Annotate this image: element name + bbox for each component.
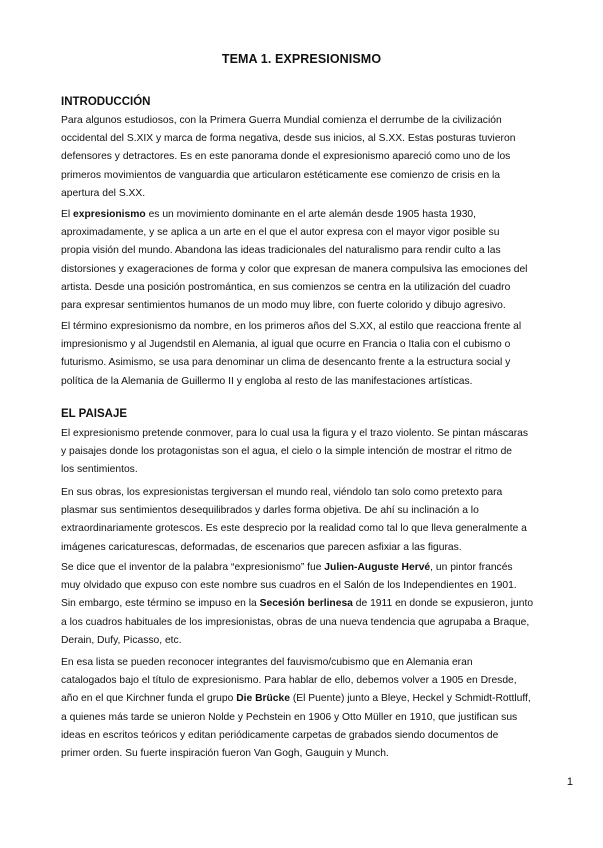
- bold-term-secesion: Secesión berlinesa: [259, 598, 353, 610]
- text-line: primeros movimientos de vanguardia que articularon estéticamente ese comienzo de crisis en la: [61, 169, 500, 181]
- text-line: los sentimientos.: [61, 464, 138, 476]
- page-title: TEMA 1. EXPRESIONISMO: [221, 52, 382, 66]
- text-run: año en el que Kirchner funda el grupo: [61, 693, 237, 705]
- text-run: Sin embargo, este término se impuso en la: [61, 598, 260, 610]
- text-line: occidental del S.XIX y marca de forma negativa, desde sus inicios, al S.XX. Estas posturas tuvieron: [61, 133, 516, 145]
- text-line: aproximadamente, y se aplica a un arte en el que el autor expresa con el mayor vigor posible su: [61, 227, 500, 239]
- text-line: El término expresionismo da nombre, en los primeros años del S.XX, al estilo que reacciona frente al: [61, 321, 522, 332]
- bold-term-expresionismo: expresionismo: [73, 209, 146, 220]
- text-line: Para algunos estudiosos, con la Primera Guerra Mundial comienza el derrumbe de la civilización: [61, 115, 502, 126]
- text-line: y paisajes donde los protagonistas son el agua, el cielo o la simple intención de mostrar el ritmo de: [61, 446, 513, 458]
- page-number: 1: [566, 776, 573, 788]
- section-heading-el-paisaje: EL PAISAJE: [61, 408, 128, 420]
- text-line: [61, 206, 561, 224]
- text-run: es un movimiento dominante en el arte alemán desde 1905 hasta 1930,: [145, 209, 477, 220]
- text-line: imágenes caricaturescas, deformadas, de escenarios que parecen asfixiar a las figuras.: [61, 541, 462, 553]
- paragraph-2: [61, 206, 561, 315]
- text-line: futurismo. Asimismo, se usa para denominar un clima de desencanto frente a la estructura social y: [61, 357, 511, 369]
- paragraph-6: [61, 559, 561, 650]
- text-line: a quienes más tarde se unieron Nolde y Pechstein en 1906 y Otto Müller en 1910, que justifican sus: [61, 711, 518, 723]
- text-line: política de la Alemania de Guillermo II y engloba al resto de las manifestaciones artísticas.: [61, 375, 473, 387]
- text-line: catalogados bajo el título de expresionismo. Para hablar de ello, debemos volver a 1905 en Dresde,: [61, 675, 517, 687]
- text-line: para expresar sentimientos humanos de un modo muy libre, con fuerte colorido y dibujo agresivo.: [61, 300, 506, 312]
- text-line: a los cuadros habituales de los impresionistas, obras de una nueva tendencia que agrupaba a Braque,: [61, 616, 530, 628]
- text-line: muy olvidado que expuso con este nombre sus cuadros en el Salón de los Independientes en 1901.: [61, 580, 517, 592]
- text-line: apertura del S.XX.: [61, 187, 146, 199]
- text-line: primer orden. Su fuerte inspiración fueron Van Gogh, Gauguin y Munch.: [61, 748, 389, 760]
- text-line: [61, 690, 561, 708]
- text-run: (El Puente) junto a Bleye, Heckel y Schmidt-Rottluff,: [290, 693, 531, 705]
- bold-term-die-brucke: Die Brücke: [236, 693, 290, 705]
- text-line: defensores y detractores. Es en este panorama donde el expresionismo apareció como uno de los: [61, 151, 511, 163]
- paragraph-1: [61, 112, 561, 203]
- text-run: de 1911 en donde se expusieron, junto: [352, 598, 534, 610]
- text-line: [61, 595, 561, 613]
- text-line: [61, 559, 561, 577]
- text-line: distorsiones y exageraciones de forma y color que expresan de manera compulsiva las emociones del: [61, 263, 528, 275]
- text-line: artista. Desde una posición postromántica, en sus comienzos se centra en la utilización del cuadro: [61, 281, 511, 293]
- text-line: plasmar sus sentimientos desequilibrados y darles forma objetiva. De ahí su inclinación a lo: [61, 505, 479, 517]
- section-heading-introduccion: INTRODUCCIÓN: [61, 96, 151, 108]
- paragraph-4: [61, 425, 561, 480]
- paragraph-5: [61, 484, 561, 557]
- text-line: impresionismo y al Jugendstil en Alemania, al igual que ocurre en Francia o Italia con el cubismo o: [61, 339, 511, 351]
- text-line: propia visión del mundo. Abandona las ideas tradicionales del naturalismo para rendir culto a las: [61, 245, 501, 257]
- paragraph-7: [61, 654, 561, 763]
- text-line: extraordinariamente grotescos. Es este desprecio por la realidad como tal lo que lleva generalmente a: [61, 523, 527, 535]
- text-run: El: [61, 209, 74, 220]
- text-line: En sus obras, los expresionistas tergiversan el mundo real, viéndolo tan solo como pretexto para: [61, 487, 503, 498]
- text-line: En esa lista se pueden reconocer integrantes del fauvismo/cubismo que en Alemania eran: [61, 657, 473, 668]
- text-run: , un pintor francés: [430, 562, 513, 573]
- text-line: El expresionismo pretende conmover, para lo cual usa la figura y el trazo violento. Se pintan máscaras: [61, 428, 529, 439]
- text-line: ideas en escritos teóricos y editan periódicamente carpetas de grabados siendo documentos de: [61, 729, 499, 741]
- paragraph-3: [61, 318, 561, 391]
- text-run: Se dice que el inventor de la palabra “expresionismo” fue: [61, 562, 325, 573]
- text-line: Derain, Dufy, Picasso, etc.: [61, 634, 182, 646]
- bold-term-herve: Julien-Auguste Hervé: [324, 562, 431, 573]
